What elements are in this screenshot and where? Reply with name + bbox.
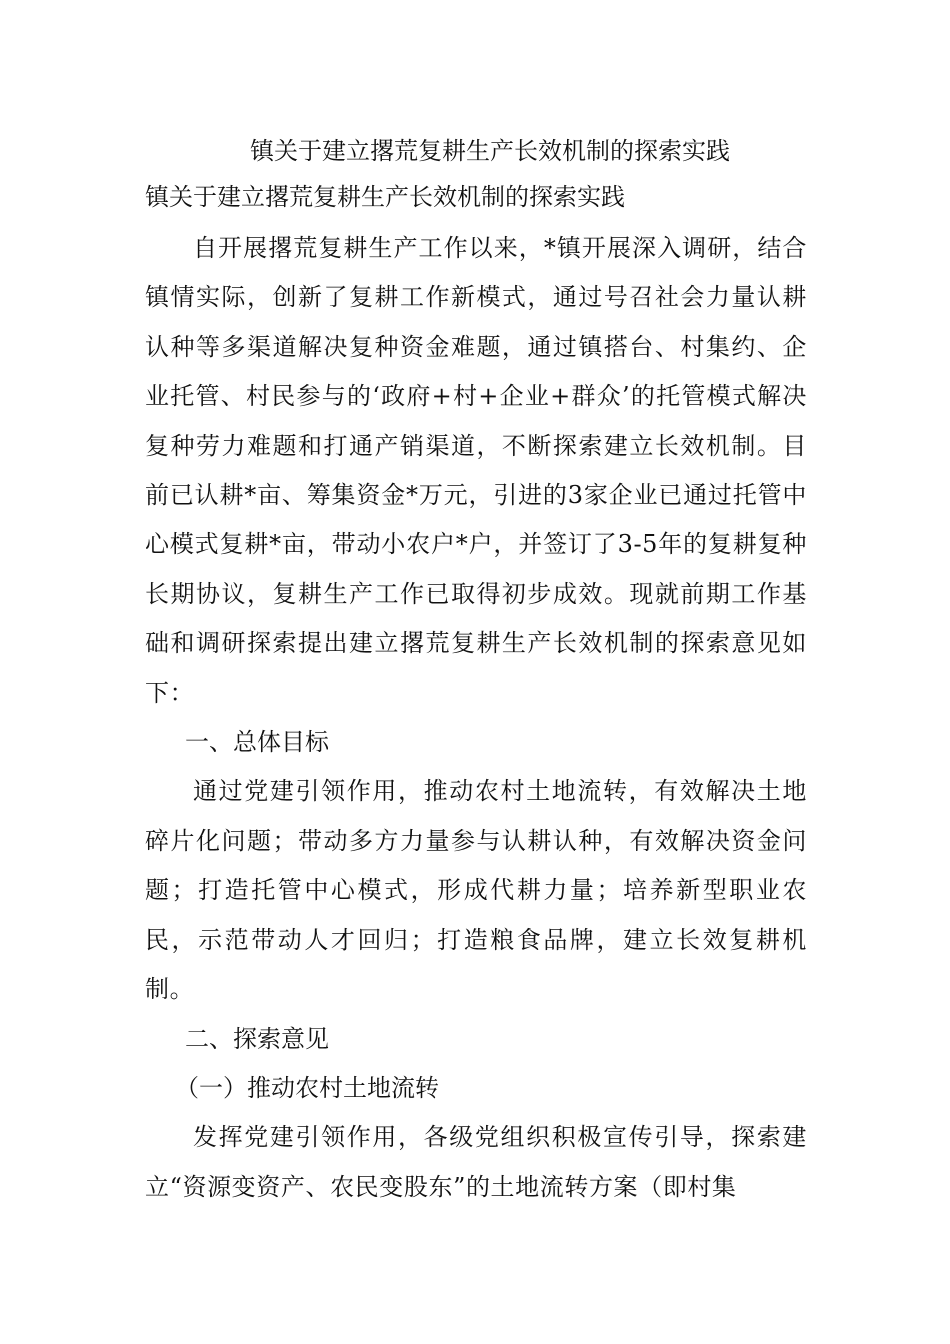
document-page — [145, 128, 807, 1212]
land-transfer-paragraph: 发挥党建引领作用，各级党组织积极宣传引导，探索建立“资源变资产、农民变股东”的土地流转方案（即村集 — [145, 1123, 807, 1201]
document-title: 镇关于建立撂荒复耕生产长效机制的探索实践 — [250, 137, 730, 165]
document-subtitle: 镇关于建立撂荒复耕生产长效机制的探索实践 — [145, 183, 625, 211]
goals-paragraph: 通过党建引领作用，推动农村土地流转，有效解决土地碎片化问题；带动多方力量参与认耕认种，有效解决资金问题；打造托管中心模式，形成代耕力量；培养新型职业农民，示范带动人才回归；打造粮食品牌，建立长效复耕机制。 — [145, 777, 807, 1004]
section-heading-goals: 一、总体目标 — [185, 728, 329, 757]
section-heading-opinions: 二、探索意见 — [185, 1024, 329, 1053]
subsection-heading-land-transfer: （一）推动农村土地流转 — [175, 1073, 439, 1102]
intro-paragraph: 自开展撂荒复耕生产工作以来，*镇开展深入调研，结合镇情实际，创新了复耕工作新模式，通过号召社会力量认耕认种等多渠道解决复种资金难题，通过镇搭台、村集约、企业托管、村民参与的‘政府+村+企业+群众’的托管模式解决复种劳力难题和打通产销渠道，不断探索建立长效机制。目前已认耕*亩、筹集资金*万元，引进的3家企业已通过托管中心模式复耕*亩，带动小农户*户，并签订了3-5年的复耕复种长期协议，复耕生产工作已取得初步成效。现就前期工作基础和调研探索提出建立撂荒复耕生产长效机制的探索意见如下： — [145, 234, 807, 707]
